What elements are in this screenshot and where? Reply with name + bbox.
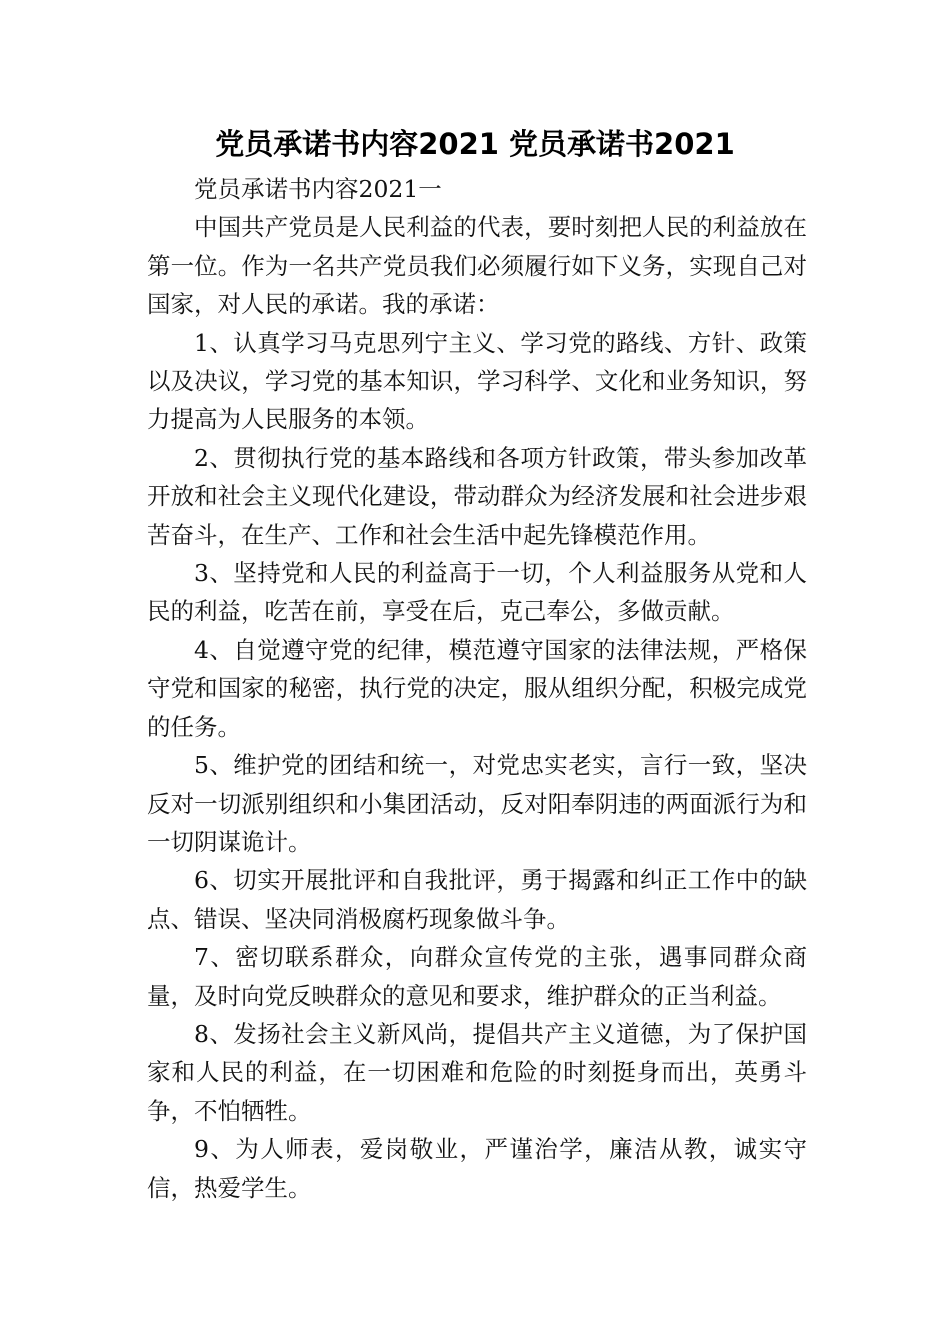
document-title: 党员承诺书内容2021 党员承诺书2021 xyxy=(215,127,735,161)
pledge-item-3: 3、坚持党和人民的利益高于一切，个人利益服务从党和人民的利益，吃苦在前，享受在后，克己奉公，多做贡献。 xyxy=(147,559,807,626)
pledge-item-2: 2、贯彻执行党的基本路线和各项方针政策，带头参加改革开放和社会主义现代化建设，带动群众为经济发展和社会进步艰苦奋斗，在生产、工作和社会生活中起先锋模范作用。 xyxy=(147,443,807,549)
intro-paragraph: 中国共产党员是人民利益的代表，要时刻把人民的利益放在第一位。作为一名共产党员我们必须履行如下义务，实现自己对国家，对人民的承诺。我的承诺： xyxy=(147,213,807,319)
pledge-item-4: 4、自觉遵守党的纪律，模范遵守国家的法律法规，严格保守党和国家的秘密，执行党的决定，服从组织分配，积极完成党的任务。 xyxy=(147,635,807,741)
document-body xyxy=(147,170,807,1207)
pledge-item-6: 6、切实开展批评和自我批评，勇于揭露和纠正工作中的缺点、错误、坚决同消极腐朽现象做斗争。 xyxy=(147,866,807,933)
pledge-item-8: 8、发扬社会主义新风尚，提倡共产主义道德，为了保护国家和人民的利益，在一切困难和危险的时刻挺身而出，英勇斗争，不怕牺牲。 xyxy=(147,1019,807,1125)
pledge-item-7: 7、密切联系群众，向群众宣传党的主张，遇事同群众商量，及时向党反映群众的意见和要求，维护群众的正当利益。 xyxy=(147,943,807,1010)
section-heading: 党员承诺书内容2021一 xyxy=(194,175,442,203)
pledge-item-5: 5、维护党的团结和统一，对党忠实老实，言行一致，坚决反对一切派别组织和小集团活动，反对阳奉阴违的两面派行为和一切阴谋诡计。 xyxy=(147,751,807,856)
pledge-item-9: 9、为人师表，爱岗敬业，严谨治学，廉洁从教，诚实守信，热爱学生。 xyxy=(147,1135,807,1202)
pledge-item-1: 1、认真学习马克思列宁主义、学习党的路线、方针、政策以及决议，学习党的基本知识，学习科学、文化和业务知识，努力提高为人民服务的本领。 xyxy=(147,328,807,434)
